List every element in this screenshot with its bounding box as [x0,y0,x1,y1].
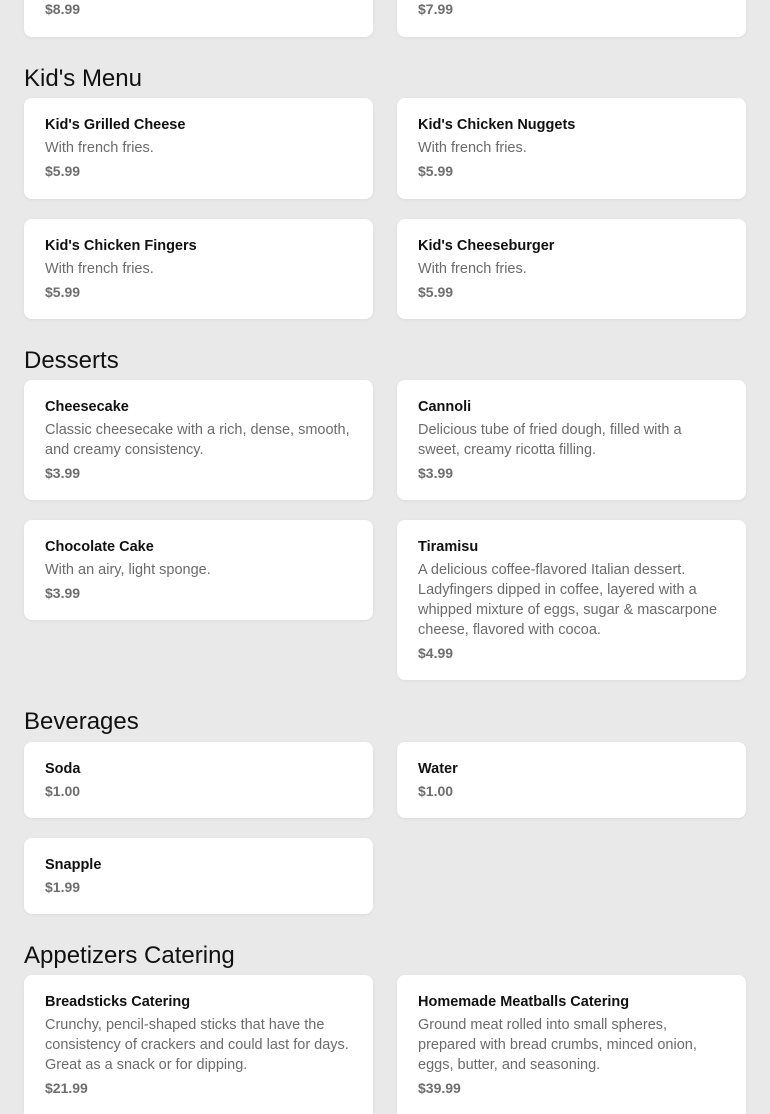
menu-item-card[interactable] [397,742,746,818]
item-description: With french fries. [418,261,527,277]
section-title-kids-menu: Kid's Menu [24,65,142,92]
item-name: Snapple [45,857,102,873]
section-title-beverages: Beverages [24,708,139,735]
item-price: $1.00 [418,783,454,799]
item-description: With an airy, light sponge. [45,562,211,578]
item-description: A delicious coffee-flavored Italian dessert. Ladyfingers dipped in coffee, layered with a whipped mixture of eggs, sugar & mascarpone cheese, flavored with cocoa. [418,562,718,638]
menu-item-card[interactable] [397,520,746,680]
item-name: Soda [45,761,81,777]
item-name: Kid's Chicken Fingers [45,238,197,254]
item-price: $5.99 [418,163,454,179]
item-name: Cheesecake [45,399,129,415]
menu-item-card[interactable] [24,838,373,914]
item-price: $7.99 [418,1,454,17]
section-title-desserts: Desserts [24,347,119,374]
item-price: $4.99 [418,645,454,661]
menu-item-card[interactable] [24,975,373,1114]
item-description: With french fries. [45,261,154,277]
menu-item-card[interactable] [24,742,373,818]
item-price: $1.00 [45,783,81,799]
menu-item-card[interactable] [24,520,373,620]
menu-item-card[interactable] [397,975,746,1114]
item-price: $3.99 [418,465,454,481]
menu-item-card[interactable] [24,219,373,319]
item-price: $5.99 [418,284,454,300]
item-price: $5.99 [45,163,81,179]
item-description: Classic cheesecake with a rich, dense, smooth, and creamy consistency. [45,422,350,458]
item-price: $5.99 [45,284,81,300]
item-name: Tiramisu [418,539,479,555]
item-name: Water [418,761,458,777]
menu-item-card[interactable] [24,98,373,199]
item-name: Homemade Meatballs Catering [418,994,630,1010]
item-price: $21.99 [45,1080,88,1096]
menu-item-card[interactable] [397,98,746,199]
menu-item-card[interactable] [24,380,373,500]
menu-item-card[interactable] [397,0,746,37]
item-name: Cannoli [418,399,472,415]
menu-item-card[interactable] [24,0,373,37]
item-price: $39.99 [418,1080,461,1096]
item-name: Kid's Grilled Cheese [45,117,186,133]
item-price: $8.99 [45,1,81,17]
item-name: Kid's Cheeseburger [418,238,555,254]
item-price: $1.99 [45,879,81,895]
item-name: Kid's Chicken Nuggets [418,117,576,133]
item-description: Ground meat rolled into small spheres, prepared with bread crumbs, minced onion, eggs, butter, and seasoning. [418,1017,697,1073]
item-description: Delicious tube of fried dough, filled with a sweet, creamy ricotta filling. [418,422,682,458]
item-price: $3.99 [45,585,81,601]
item-description: Crunchy, pencil-shaped sticks that have the consistency of crackers and could last for days. Great as a snack or for dipping. [45,1017,349,1073]
item-name: Chocolate Cake [45,539,154,555]
menu-item-card[interactable] [397,219,746,319]
menu-item-card[interactable] [397,380,746,500]
section-title-appetizers-catering: Appetizers Catering [24,942,235,969]
item-name: Breadsticks Catering [45,994,191,1010]
item-description: With french fries. [418,140,527,156]
item-description: With french fries. [45,140,154,156]
item-price: $3.99 [45,465,81,481]
